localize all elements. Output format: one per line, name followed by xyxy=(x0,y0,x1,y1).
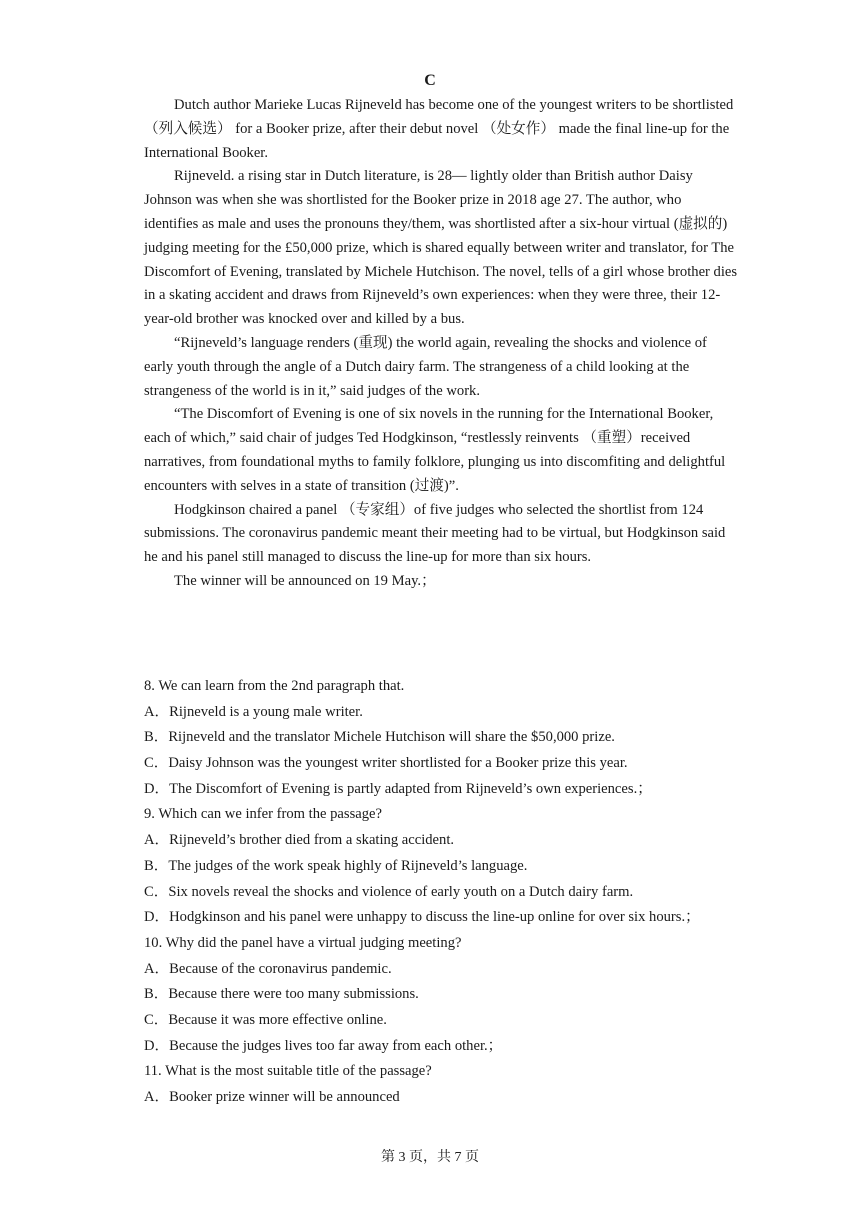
question-stem: 11. What is the most suitable title of the passage? xyxy=(144,1063,432,1080)
option-d: D．Because the judges lives too far away from each other.； xyxy=(144,1037,503,1054)
passage-paragraph-6: The winner will be announced on 19 May.； xyxy=(174,572,436,589)
passage xyxy=(144,94,738,594)
option-c: C．Because it was more effective online. xyxy=(144,1011,387,1028)
passage-paragraph-2: Rijneveld. a rising star in Dutch literature, is 28— lightly older than British author Daisy Johnson was when she was shortlisted for the Booker prize in 2018 age 27. The author, who identifies as male and uses the pronouns they/them, was shortlisted after a six-hour virtual (虚拟的) judging meeting for the £50,000 prize, which is shared equally between writer and translator, for The Discomfort of Evening, translated by Michele Hutchison. The novel, tells of a girl whose brother dies in a skating accident and draws from Rijneveld’s own experiences: when they were three, their 12-year-old brother was knocked over and killed by a bus. xyxy=(144,168,738,328)
passage-paragraph-4: “The Discomfort of Evening is one of six novels in the running for the International Booker, each of which,” said chair of judges Ted Hodgkinson, “restlessly reinvents （重塑）received narratives, from foundational myths to family folklore, plunging us into discomfiting and delightful encounters with selves in a state of transition (过渡)”. xyxy=(144,406,726,494)
question-8 xyxy=(144,674,738,802)
question-stem: 8. We can learn from the 2nd paragraph that. xyxy=(144,678,405,694)
option-d: D．The Discomfort of Evening is partly adapted from Rijneveld’s own experiences.； xyxy=(144,780,652,797)
option-b: B．Because there were too many submissions. xyxy=(144,986,419,1003)
option-b: B．The judges of the work speak highly of Rijneveld’s language. xyxy=(144,857,528,874)
passage-paragraph-5: Hodgkinson chaired a panel （专家组）of five judges who selected the shortlist from 124 submissions. The coronavirus pandemic meant their meeting had to be virtual, but Hodgkinson said he and his panel still managed to discuss the line-up for more than six hours. xyxy=(144,501,726,566)
questions xyxy=(144,674,738,1111)
passage-paragraph-1: Dutch author Marieke Lucas Rijneveld has become one of the youngest writers to be shortlisted （列入候选） for a Booker prize, after their debut novel （处女作） made the final line-up for the International Booker. xyxy=(144,97,734,161)
option-c: C．Daisy Johnson was the youngest writer shortlisted for a Booker prize this year. xyxy=(144,755,628,772)
question-10 xyxy=(144,931,738,1059)
question-9 xyxy=(144,802,738,930)
page-footer: 第 3 页，共 7 页 xyxy=(381,1150,479,1165)
question-11 xyxy=(144,1059,738,1110)
option-a: A．Rijneveld’s brother died from a skating accident. xyxy=(144,832,455,849)
passage-paragraph-3: “Rijneveld’s language renders (重现) the world again, revealing the shocks and violence of early youth through the angle of a Dutch dairy farm. The strangeness of a child looking at the strangeness of the world is in it,” said judges of the work. xyxy=(144,334,707,399)
option-b: B．Rijneveld and the translator Michele Hutchison will share the $50,000 prize. xyxy=(144,729,615,746)
question-stem: 9. Which can we infer from the passage? xyxy=(144,806,382,823)
option-a: A．Because of the coronavirus pandemic. xyxy=(144,960,392,977)
option-c: C．Six novels reveal the shocks and violence of early youth on a Dutch dairy farm. xyxy=(144,883,634,900)
option-d: D．Hodgkinson and his panel were unhappy to discuss the line-up online for over six hours.； xyxy=(144,909,700,926)
section-title: C xyxy=(424,72,436,89)
option-a: A．Rijneveld is a young male writer. xyxy=(144,703,363,720)
question-stem: 10. Why did the panel have a virtual judging meeting? xyxy=(144,934,462,951)
option-a: A．Booker prize winner will be announced xyxy=(144,1089,400,1106)
